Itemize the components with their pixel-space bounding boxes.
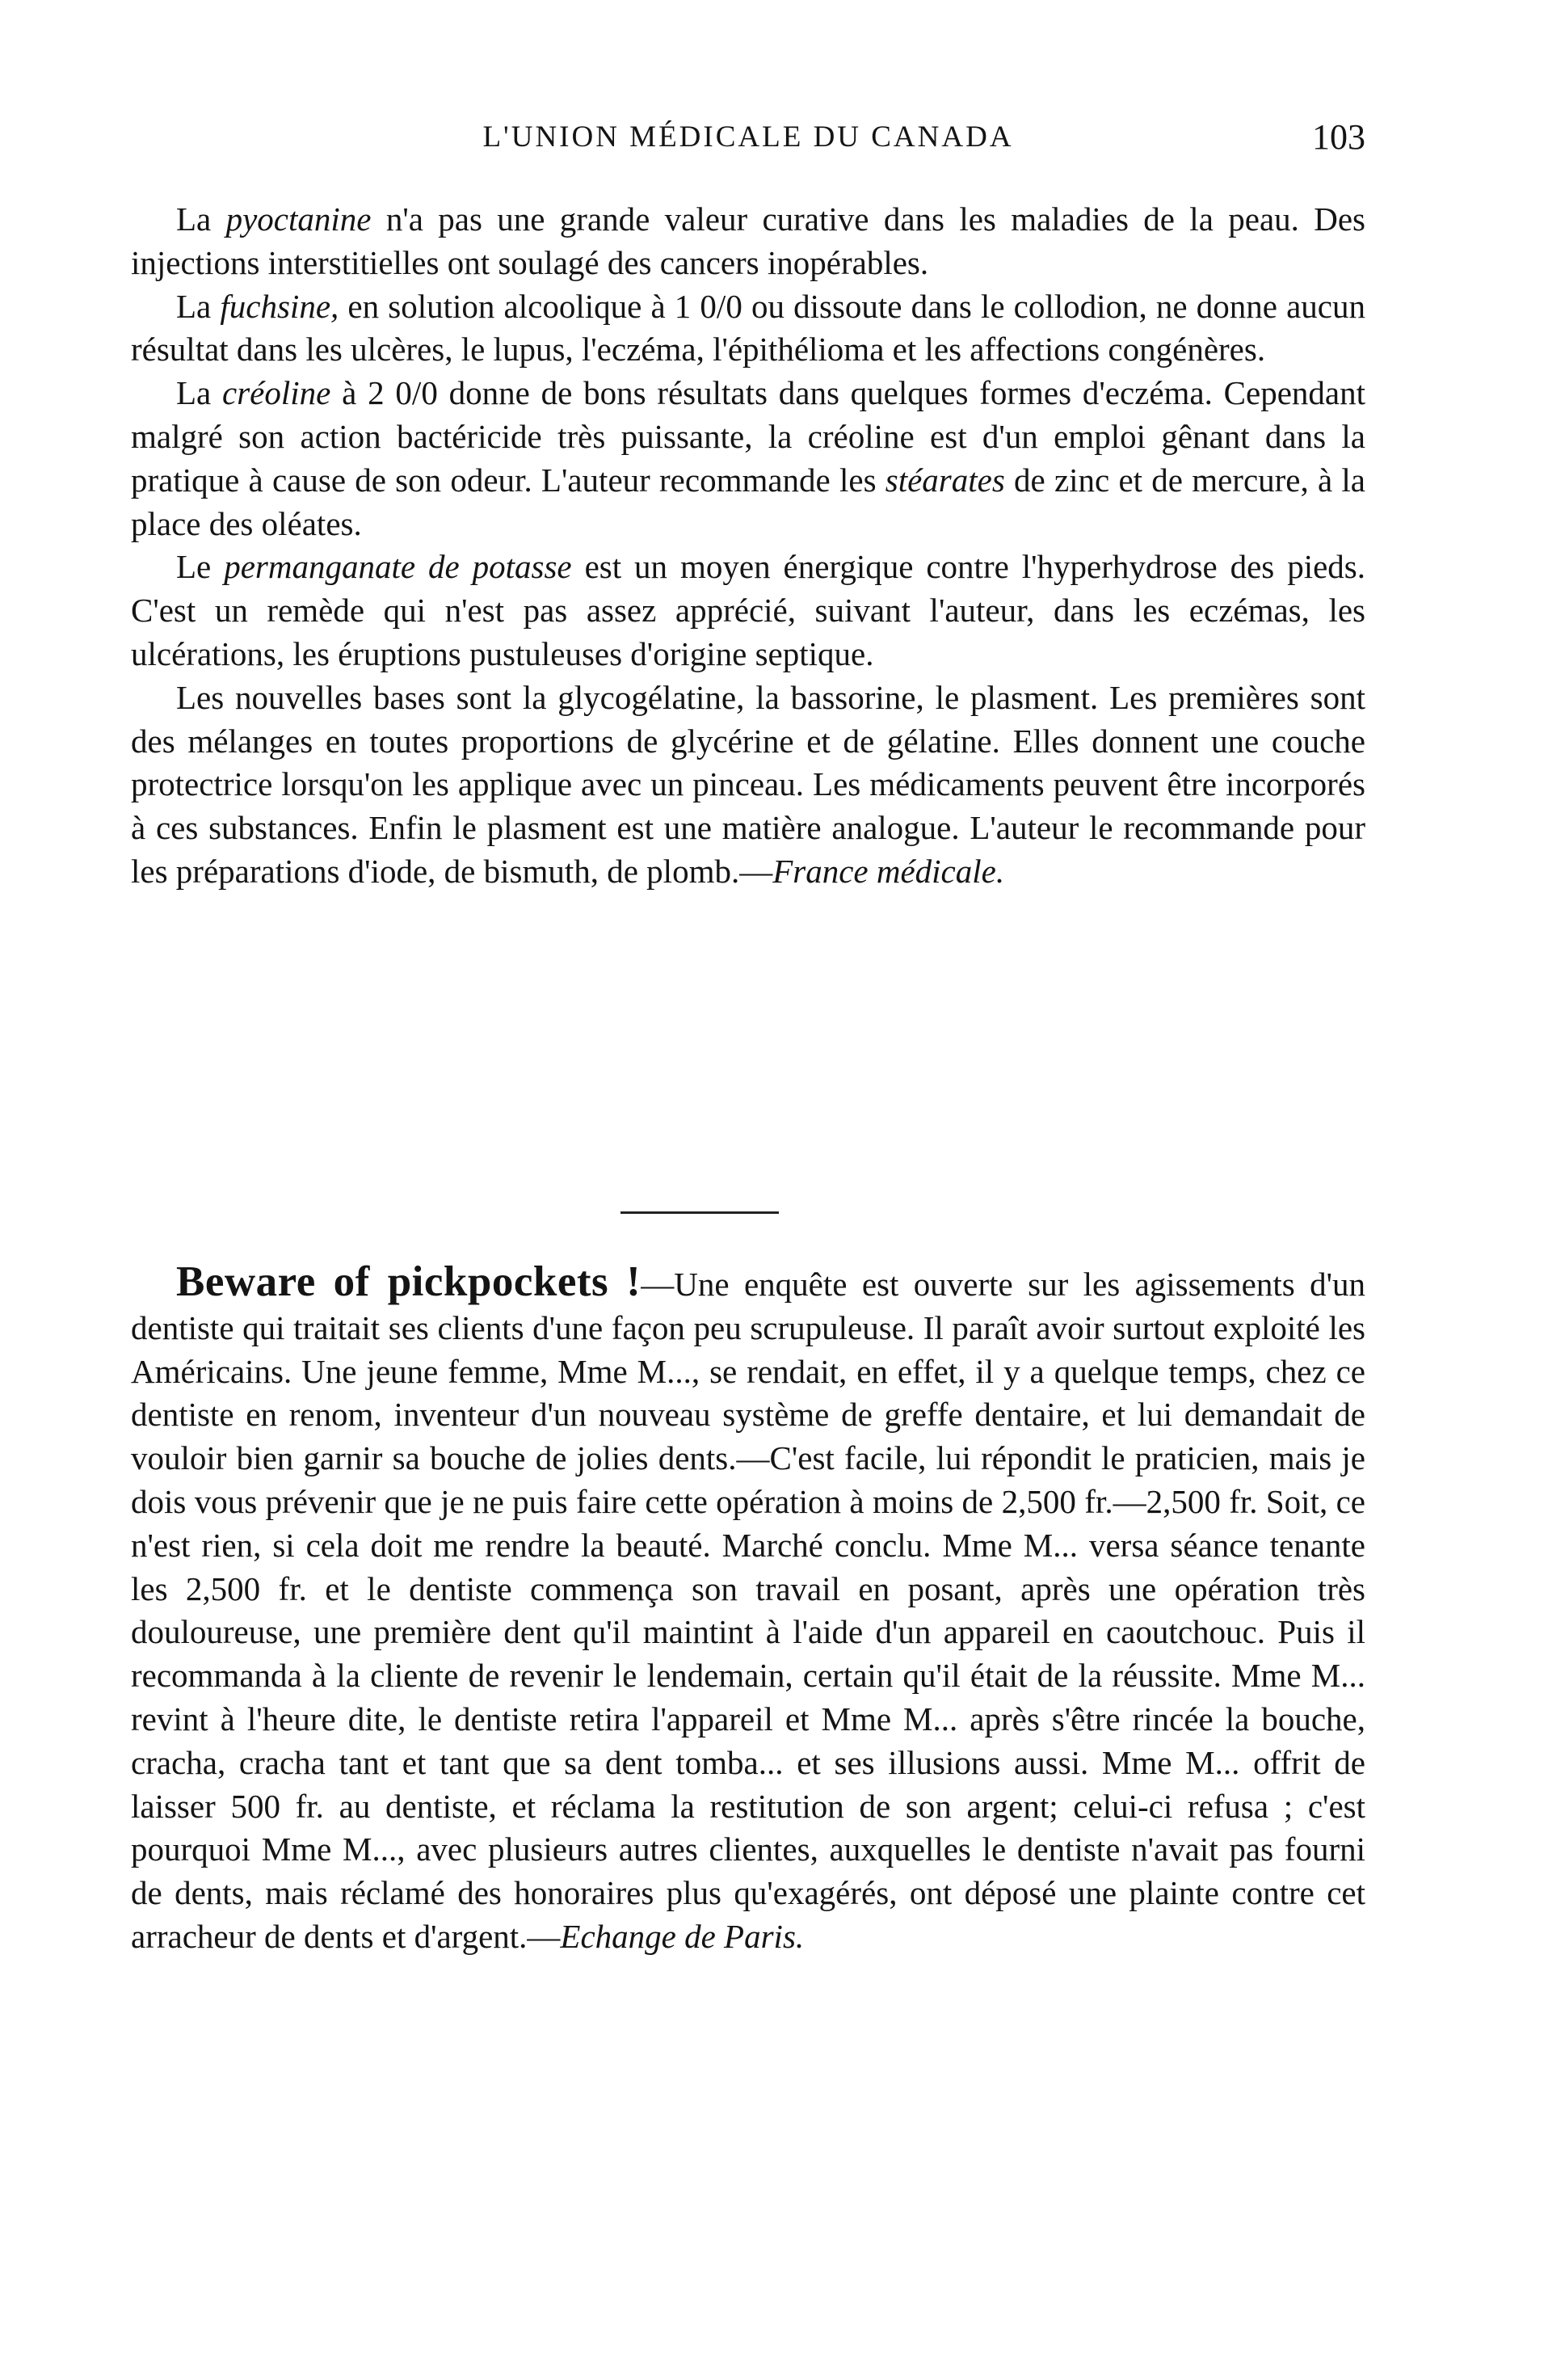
term-permanganate: permanganate de potasse — [224, 548, 572, 586]
running-title: L'UNION MÉDICALE DU CANADA — [482, 120, 1014, 154]
term-creoline: créoline — [222, 374, 331, 412]
page-header — [131, 113, 1365, 162]
text-run: Les nouvelles bases sont la glycogélatine, la bassorine, le plasment. Les premières sont des mélanges en toutes proportions de glycérine et de gélatine. Elles donnent une couche protectrice lorsqu'on les applique avec un pinceau. Les médicaments peuvent être incorporés à ces substances. Enfin le plasment est une matière analogue. L'auteur le recommande pour les préparations d'iode, de bismuth, de plomb.— — [131, 678, 1365, 890]
text-run: La — [176, 287, 221, 325]
section-divider — [620, 1211, 779, 1214]
text-run: —Une enquête est ouverte sur les agissements d'un dentiste qui traitait ses clients d'une façon peu scrupuleuse. Il paraît avoir surtout exploité les Américains. Une jeune femme, Mme M..., se rendait, en effet, il y a quelque temps, chez ce dentiste en renom, inventeur d'un nouveau système de greffe dentaire, et lui demandait de vouloir bien garnir sa bouche de jolies dents.—C'est facile, lui répondit le praticien, mais je dois vous prévenir que je ne puis faire cette opération à moins de 2,500 fr.—2,500 fr. Soit, ce n'est rien, si cela doit me rendre la beauté. Marché conclu. Mme M... versa séance tenante les 2,500 fr. et le dentiste commença son travail en posant, après une opération très douloureuse, une première dent qu'il maintint à l'aide d'un appareil en caoutchouc. Puis il recommanda à la cliente de revenir le lendemain, certain qu'il était de la réussite. Mme M... revint à l'heure dite, le dentiste retira l'appareil et Mme M... après s'être rincée la bouche, cracha, cracha tant et tant que sa dent tomba... et ses illusions aussi. Mme M... offrit de laisser 500 fr. au dentiste, et réclama la restitution de son argent; celui-ci refusa ; c'est pourquoi Mme M..., avec plusieurs autres clientes, auxquelles le dentiste n'avait pas fourni de dents, mais réclamé des honoraires plus qu'exagérés, ont déposé une plainte contre cet arracheur de dents et d'argent.— — [131, 1266, 1366, 1955]
text-run: La — [176, 200, 226, 238]
text-run: La — [176, 374, 223, 412]
text-run: en solution alcoolique à 1 0/0 ou dissoute dans le collodion, ne donne aucun résultat dans les ulcères, le lupus, l'eczéma, l'épithélioma et les affections congénères. — [131, 287, 1365, 369]
pickpockets-section — [131, 1258, 1366, 1959]
article-title: Beware of pickpockets ! — [176, 1258, 641, 1305]
paragraph-creoline — [131, 372, 1365, 546]
paragraph-bases — [131, 676, 1365, 894]
text-run: de zinc et de mercure, à la place des oléates. — [131, 461, 1365, 542]
source-citation: France médicale. — [772, 852, 1005, 890]
text-run: Le — [176, 548, 225, 586]
text-run: n'a pas une grande valeur curative dans les maladies de la peau. Des injections interstitielles ont soulagé des cancers inopérables. — [131, 200, 1365, 281]
term-pyoctanine: pyoctanine — [225, 200, 372, 238]
term-fuchsine: fuchsine, — [220, 287, 339, 325]
term-stearates: stéarates — [885, 461, 1005, 499]
page-number: 103 — [1312, 117, 1365, 157]
paragraph-pyoctanine — [131, 198, 1365, 285]
dermatology-section — [131, 198, 1365, 894]
source-citation: Echange de Paris. — [560, 1917, 805, 1955]
text-run: est un moyen énergique contre l'hyperhydrose des pieds. C'est un remède qui n'est pas assez apprécié, suivant l'auteur, dans les eczémas, les ulcérations, les éruptions pustuleuses d'origine septique. — [131, 548, 1365, 672]
paragraph-pickpockets — [131, 1258, 1366, 1959]
paragraph-permanganate — [131, 546, 1365, 676]
paragraph-fuchsine — [131, 285, 1365, 373]
text-run: à 2 0/0 donne de bons résultats dans quelques formes d'eczéma. Cependant malgré son action bactéricide très puissante, la créoline est d'un emploi gênant dans la pratique à cause de son odeur. L'auteur recommande les — [131, 374, 1365, 499]
